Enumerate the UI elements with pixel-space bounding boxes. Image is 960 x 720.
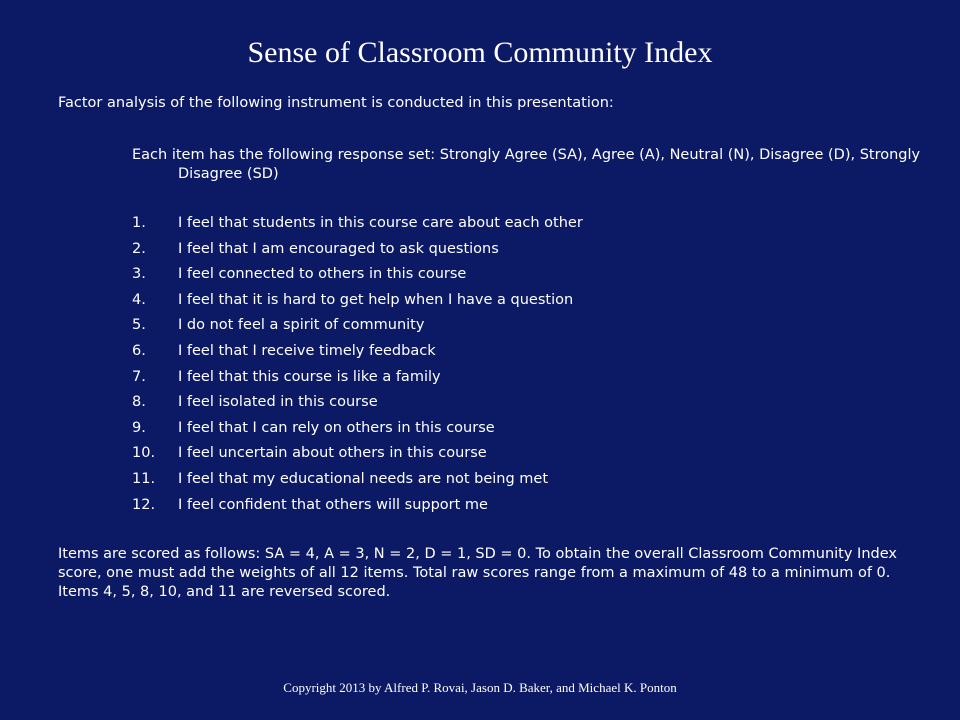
list-item xyxy=(132,467,892,493)
item-number: 2. xyxy=(132,240,146,257)
item-text: I feel that this course is like a family xyxy=(178,368,441,385)
response-set-text: Each item has the following response set: Strongly Agree (SA), Agree (A), Neutral (N), Disagree (D), Strongly Disagree (SD) xyxy=(132,147,921,182)
list-item xyxy=(132,288,892,314)
list-item xyxy=(132,365,892,391)
item-number: 9. xyxy=(132,419,146,436)
list-item xyxy=(132,390,892,416)
item-number: 12. xyxy=(132,496,156,513)
item-text: I feel that I can rely on others in this course xyxy=(178,419,495,436)
item-text: I feel that it is hard to get help when I have a question xyxy=(178,291,574,308)
item-text: I feel that I receive timely feedback xyxy=(178,342,436,359)
item-list xyxy=(132,211,892,518)
slide-title: Sense of Classroom Community Index xyxy=(247,36,713,69)
item-number: 1. xyxy=(132,215,146,231)
item-number: 8. xyxy=(132,394,146,411)
item-number: 7. xyxy=(132,368,146,385)
list-item xyxy=(132,211,892,237)
item-text: I feel that students in this course care about each other xyxy=(178,215,583,231)
item-text: I do not feel a spirit of community xyxy=(178,317,425,334)
item-text: I feel that I am encouraged to ask questions xyxy=(178,240,499,257)
list-item xyxy=(132,262,892,288)
list-item xyxy=(132,441,892,467)
item-number: 3. xyxy=(132,266,146,283)
item-number: 10. xyxy=(132,445,156,462)
item-number: 5. xyxy=(132,317,146,334)
item-number: 11. xyxy=(132,470,156,487)
item-text: I feel that my educational needs are not being met xyxy=(178,470,549,487)
item-number: 6. xyxy=(132,342,146,359)
list-item xyxy=(132,339,892,365)
scoring-text: Items are scored as follows: SA = 4, A = 3, N = 2, D = 1, SD = 0. To obtain the overall Classroom Community Index score, one must add the weights of all 12 items. Total raw scores range from a maximum of 48 to a minimum of 0. Items 4, 5, 8, 10, and 11 are reversed scored. xyxy=(58,546,897,600)
item-text: I feel connected to others in this course xyxy=(178,266,467,283)
list-item xyxy=(132,313,892,339)
list-item xyxy=(132,237,892,263)
item-text: I feel isolated in this course xyxy=(178,394,378,411)
item-number: 4. xyxy=(132,291,146,308)
list-item xyxy=(132,493,892,519)
item-text: I feel confident that others will support me xyxy=(178,496,488,513)
item-text: I feel uncertain about others in this course xyxy=(178,445,487,462)
copyright-footer: Copyright 2013 by Alfred P. Rovai, Jason D. Baker, and Michael K. Ponton xyxy=(283,680,677,695)
intro-text: Factor analysis of the following instrument is conducted in this presentation: xyxy=(58,95,614,111)
list-item xyxy=(132,416,892,442)
